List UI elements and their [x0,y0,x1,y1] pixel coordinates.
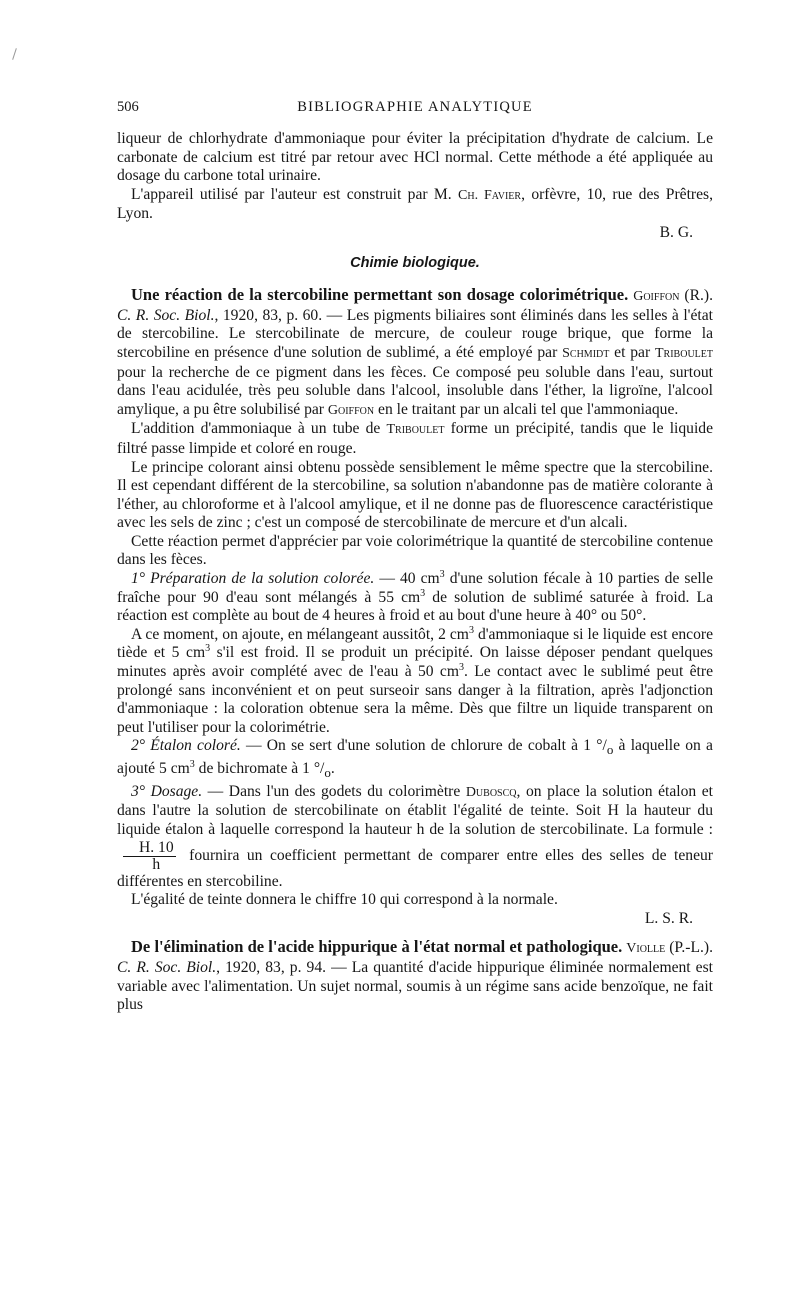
article1-paragraph-4: Cette réaction permet d'apprécier par voie colorimétrique la quantité de stercobiline contenue dans les fèces. [117,532,713,569]
step2-label: 2° Étalon coloré. [131,737,241,755]
step1-label: 1° Préparation de la solution colorée. [131,570,375,588]
article2-title: De l'élimination de l'acide hippurique à l'état normal et pathologique. [131,937,623,957]
article1-signature [117,910,713,929]
p6-text-c: s'il est froid. Il se produit un précipité. On laisse déposer pendant quelques minutes après avoir complété avec de l'eau à 50 cm [117,644,713,681]
article1-journal: C. R. Soc. Biol. [117,306,215,324]
step2-text-c: de bichromate à 1 °/ [194,760,325,778]
prev-initials: B. G. [659,223,693,241]
text-et-par: et par [609,343,655,361]
sub-o: o [606,742,614,758]
page-header [117,99,713,119]
prev-article-signature [117,224,713,243]
step3-text-a: — Dans l'un des godets du colorimètre [202,782,466,800]
step2-text-b: à laquelle on a ajouté 5 cm [117,737,713,778]
article1-paragraph-3: Le principe colorant ainsi obtenu possède sensiblement le même spectre que la stercobiline. Il est cependant différent de la stercobiline, sa solution n'abandonne pas de matière colorante à l'éther, au chloroforme et à l'alcool amylique, et il ne donne pas de fluorescence caractéristique avec les sels de zinc ; c'est un composé de stercobilinate de mercure et d'un alcali. [117,458,713,532]
sup-3: 3 [205,643,211,655]
article1-author: Goiffon [633,289,680,305]
p6-text-b: d'ammoniaque si le liquide est encore tiède et 5 cm [117,625,713,662]
name-triboulet-2: Triboulet [386,422,445,438]
sup-3: 3 [439,568,445,580]
section-title: Chimie biologique. [350,254,480,271]
step-etalon [117,737,713,782]
name-schmidt: Schmidt [562,345,610,361]
formula-denominator: h [152,855,161,873]
apparatus-address: , orfèvre, 10, rue des Prêtres, Lyon. [117,185,714,223]
article2-text: , 1920, 83, p. 94. — La quantité d'acide hippurique éliminée normalement est variable avec l'alimentation. Un sujet normal, soumis à un régime sans acide benzoïque, ne fait plus [117,958,714,1014]
article2-lead [117,938,713,1014]
sup-3: 3 [468,624,474,636]
sup-3: 3 [420,587,426,599]
step2-text-a: — On se sert d'une solution de chlorure de cobalt à 1 °/ [240,737,607,755]
article1-citation: , 1920, 83, p. 60. — Les pigments biliaires sont éliminés dans les selles à l'état de stercobiline. Le stercobilinate de mercure, de couleur rouge brique, que forme la stercobiline en présence d'une solution de sublimé, a été employé par [117,306,713,361]
article2-author-initial: (P.-L.). [665,939,713,957]
sup-3: 3 [458,661,464,673]
article1-title: Une réaction de la stercobiline permettant son dosage colorimétrique. [131,285,629,305]
article1-paragraph-6 [117,626,713,738]
step3-text-c: fournira un coefficient permettant de comparer entre elles des selles de teneur différentes en stercobiline. [117,846,713,890]
formula-numerator: H. 10 [123,840,176,857]
prev-article-apparatus [117,186,713,224]
step-dosage [117,783,713,891]
name-goiffon: Goiffon [327,402,375,418]
step3-label: 3° Dosage. [131,782,203,800]
article1-author-initial: (R.). [679,287,714,305]
apparatus-text: L'appareil utilisé par l'auteur est construit par M. [131,185,459,203]
article2-journal: C. R. Soc. Biol. [117,958,217,976]
step-preparation [117,570,713,626]
running-title: BIBLIOGRAPHIE ANALYTIQUE [297,99,533,115]
step1-text-a: — 40 cm [374,570,440,588]
article1-initials: L. S. R. [644,909,693,927]
page-number: 506 [117,99,139,115]
p2-text-b: forme un précipité, tandis que le liquide filtré passe limpide et coloré en rouge. [117,420,713,457]
step3-text-b: , on place la solution étalon et dans l'autre la solution de stercobilinate on établit l'égalité de teinte. Soit H la hauteur du liquide étalon à laquelle correspond la hauteur h de la solution de stercobilinate. La formule : [117,782,714,838]
p6-text-d: . Le contact avec le sublimé peut être prolongé sans inconvénient et on peut surseoir sans danger à la filtration, après l'adjonction d'ammoniaque : la coloration obtenue sera la même. Dès que filtre un liquide transparent on peut l'utiliser pour la colorimétrie. [117,663,713,736]
p2-text-a: L'addition d'ammoniaque à un tube de [131,420,387,438]
p6-text-a: A ce moment, on ajoute, en mélangeant aussitôt, 2 cm [131,625,469,643]
article1-paragraph-2 [117,420,713,458]
formula-fraction [123,840,176,873]
margin-pencil-mark [12,48,17,60]
step1-text-c: de solution de sublimé saturée à froid. La réaction est complète au bout de 4 heures à froid et au bout d'une heure à 40° ou 50°. [117,588,713,625]
sup-3: 3 [189,758,195,770]
prev-article-paragraph: liqueur de chlorhydrate d'ammoniaque pour éviter la précipitation d'hydrate de calcium. Le carbonate de calcium est titré par retour avec HCl normal. Cette méthode a été appliquée au dosage du carbone total urinaire. [117,130,713,185]
article1-p1-end: en le traitant par un alcali tel que l'ammoniaque. [374,400,679,418]
page-body [117,130,713,1015]
maker-name: Ch. Favier [458,187,522,203]
step1-text-b: d'une solution fécale à 10 parties de selle fraîche pour 90 d'eau sont mélangés à 55 cm [117,570,713,606]
step2-text-d: . [330,760,335,778]
article1-p1-rest: pour la recherche de ce pigment dans les fèces. Ce composé peu soluble dans l'eau, surtout dans l'eau acidulée, très peu soluble dans l'alcool, insoluble dans l'éther, la ligroïne, l'alcool amylique, a pu être solubilisé par [117,363,713,418]
name-duboscq: Duboscq [465,784,517,800]
sub-o: o [324,765,331,781]
article2-author: Violle [626,941,666,957]
article1-lead [117,286,713,420]
article1-paragraph-8: L'égalité de teinte donnera le chiffre 10 qui correspond à la normale. [131,891,558,909]
name-triboulet: Triboulet [655,345,713,361]
